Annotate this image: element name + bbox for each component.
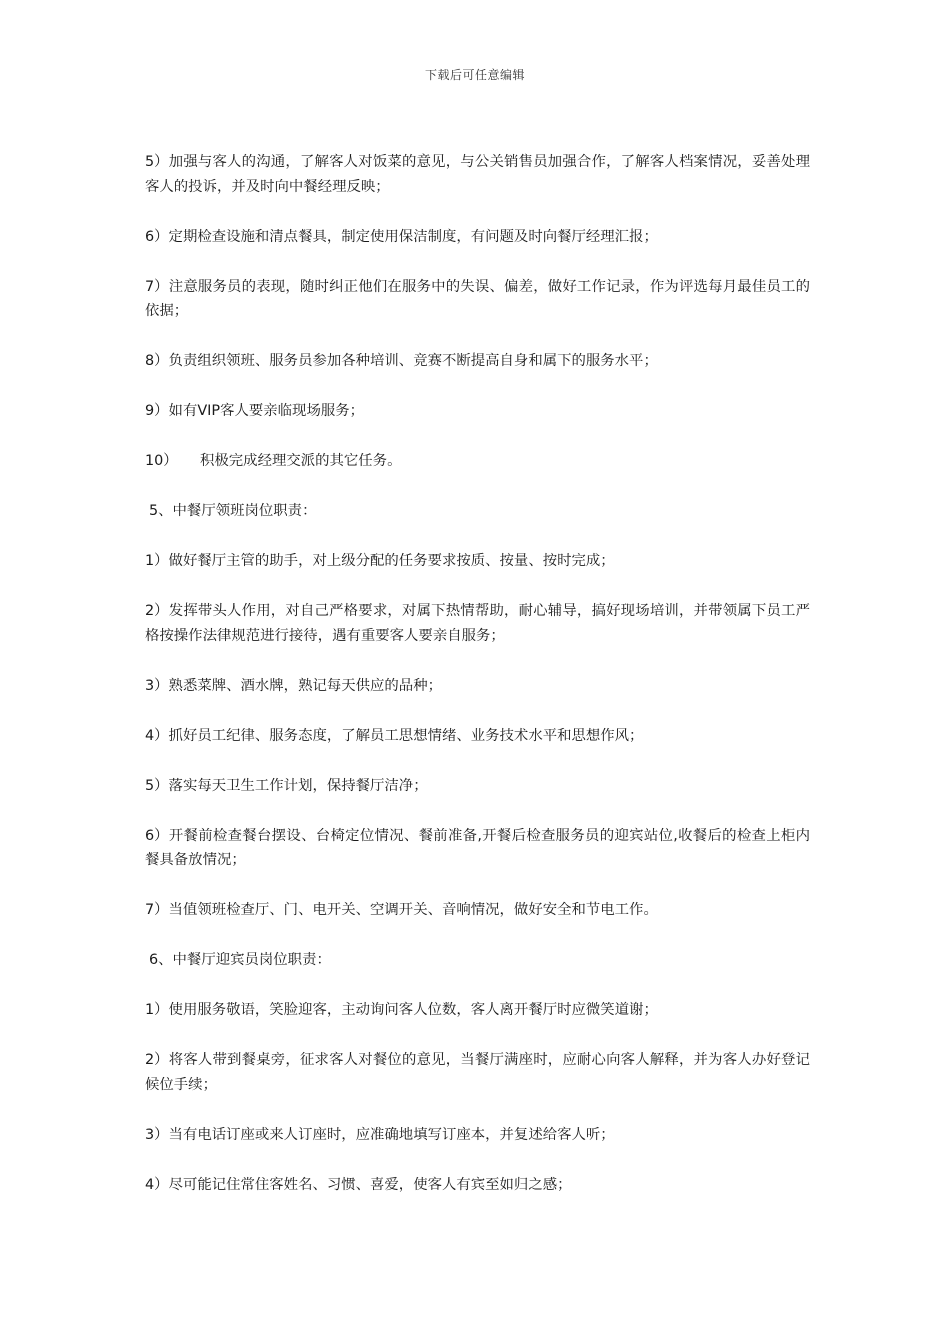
item-number: 3） [145,1126,169,1143]
item-text: 尽可能记住常住客姓名、习惯、喜爱，使客人有宾至如归之感； [168,1176,572,1193]
item-number: 1） [145,1002,169,1018]
item-text: 当有电话订座或来人订座时，应准确地填写订座本，并复述给客人听； [168,1126,615,1143]
item-text: 负责组织领班、服务员参加各种培训、竞赛不断提高自身和属下的服务水平； [168,353,658,369]
item-text: 发挥带头人作用，对自己严格要求，对属下热情帮助，耐心辅导，搞好现场培训，并带领属下员工严格按操作法律规范进行接待，遇有重要客人要亲自服务； [145,603,810,644]
item-text: 当值领班检查厅、门、电开关、空调开关、音响情况，做好安全和节电工作。 [168,902,658,918]
item-text: 积极完成经理交派的其它任务。 [200,453,402,469]
item-number: 2） [145,603,169,619]
list-item [145,998,810,1023]
list-item [145,225,810,250]
item-text: 加强与客人的沟通，了解客人对饭菜的意见，与公关销售员加强合作，了解客人档案情况，妥善处理客人的投诉，并及时向中餐经理反映； [145,154,810,195]
list-item [145,1123,810,1148]
list-item [145,449,810,474]
item-number: 2） [145,1052,169,1068]
item-number: 7） [145,902,169,918]
document-body [145,150,810,1223]
item-text: 开餐前检查餐台摆设、台椅定位情况、餐前准备,开餐后检查服务员的迎宾站位,收餐后的检查上柜内餐具备放情况； [145,827,810,868]
list-item [145,549,810,574]
page-header: 下载后可任意编辑 [424,68,525,82]
list-item [145,349,810,374]
section-heading: 6、中餐厅迎宾员岗位职责： [149,952,331,968]
item-text: 熟悉菜牌、酒水牌，熟记每天供应的品种； [168,677,442,694]
item-number: 10） [145,453,178,469]
list-item [145,399,810,424]
list-item [145,150,810,199]
list-item [145,275,810,324]
list-item [145,724,810,749]
item-number: 6） [145,228,169,245]
item-number: 4） [145,1176,169,1193]
item-number: 1） [145,553,169,569]
item-number: 6） [145,827,169,844]
item-text: 抓好员工纪律、服务态度，了解员工思想情绪、业务技术水平和思想作风； [168,727,644,744]
item-text: 将客人带到餐桌旁，征求客人对餐位的意见，当餐厅满座时，应耐心向客人解释，并为客人办好登记候位手续； [145,1052,810,1093]
item-number: 5） [145,154,169,170]
item-text: 使用服务敬语，笑脸迎客，主动询问客人位数，客人离开餐厅时应微笑道谢； [168,1002,658,1018]
section-heading: 5、中餐厅领班岗位职责： [149,503,317,519]
item-number: 4） [145,727,169,744]
list-item [145,674,810,699]
list-item [145,824,810,873]
item-text: 落实每天卫生工作计划，保持餐厅洁净； [168,777,428,794]
item-number: 9） [145,403,169,419]
item-number: 8） [145,353,169,369]
list-item [145,774,810,799]
item-text: 定期检查设施和清点餐具，制定使用保洁制度，有问题及时向餐厅经理汇报； [168,228,658,245]
list-item [145,1173,810,1198]
list-item [145,1048,810,1097]
item-text: 如有VIP客人要亲临现场服务； [168,403,365,419]
item-number: 3） [145,677,169,694]
item-number: 5） [145,777,169,794]
list-item [145,599,810,648]
list-item [145,898,810,923]
item-number: 7） [145,278,169,295]
item-text: 注意服务员的表现，随时纠正他们在服务中的失误、偏差，做好工作记录，作为评选每月最佳员工的依据； [145,278,810,319]
item-text: 做好餐厅主管的助手，对上级分配的任务要求按质、按量、按时完成； [168,553,615,569]
